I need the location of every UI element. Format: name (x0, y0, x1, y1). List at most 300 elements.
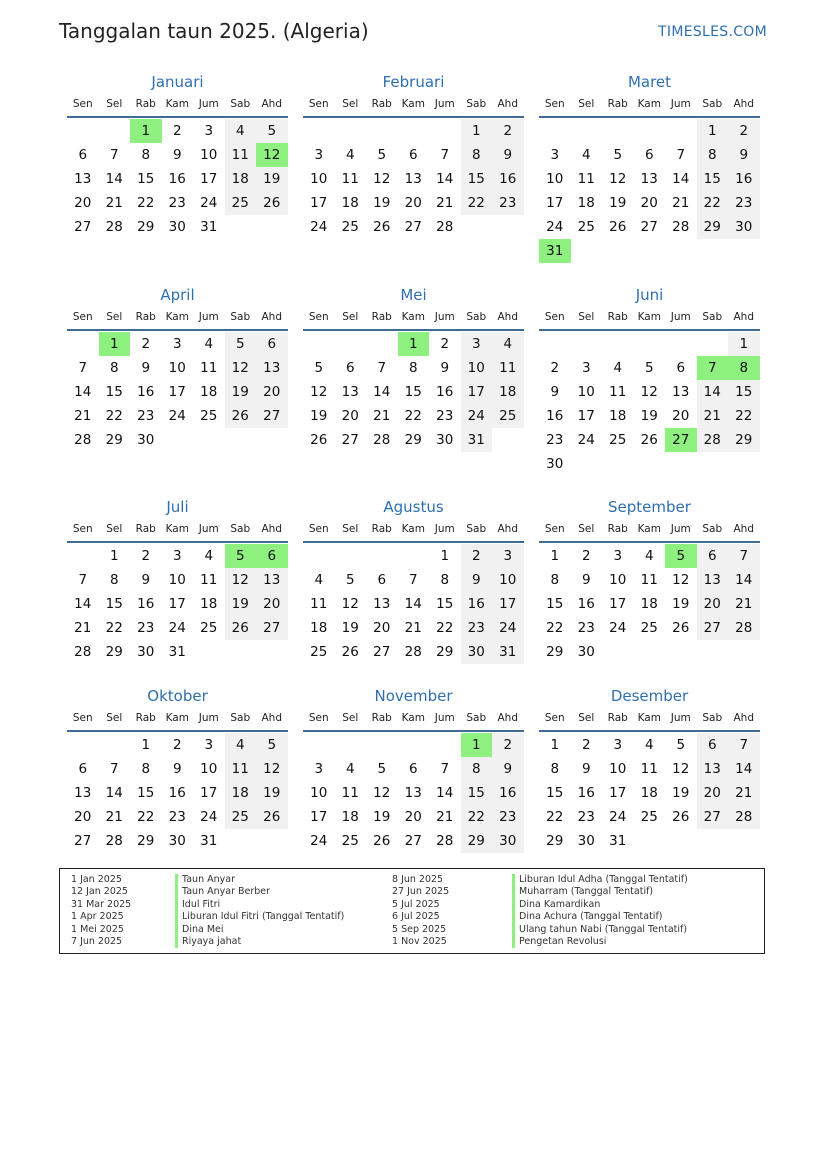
legend-names-right (512, 874, 688, 948)
day: 7 (78, 360, 88, 376)
empty-cell (67, 733, 99, 757)
day: 15 (436, 596, 454, 612)
day: 29 (436, 644, 454, 660)
day: 24 (609, 809, 627, 825)
day: 24 (609, 620, 627, 636)
day: 20 (404, 195, 422, 211)
month-september (539, 497, 760, 664)
month-mei (303, 285, 524, 452)
weekend-day: 6 (697, 733, 729, 757)
empty-cell (728, 239, 760, 263)
weekday-header (539, 307, 760, 327)
day: 24 (310, 219, 328, 235)
weekend-day: 8 (461, 143, 493, 167)
weekday-label: Sen (308, 98, 329, 110)
empty-cell (335, 332, 367, 356)
weekend-day: 13 (256, 356, 288, 380)
weekend-day: 23 (492, 191, 524, 215)
legend-dates-left (71, 874, 131, 948)
weekday-label: Sab (466, 523, 487, 535)
empty-cell (728, 640, 760, 664)
weekend-day: 29 (697, 215, 729, 239)
day: 3 (204, 123, 214, 139)
empty-cell (697, 332, 729, 356)
day: 22 (137, 809, 155, 825)
day: 28 (404, 644, 422, 660)
day: 12 (373, 171, 391, 187)
weekend-day: 4 (492, 332, 524, 356)
weekend-day: 16 (492, 781, 524, 805)
day: 9 (581, 761, 591, 777)
week-row (67, 119, 288, 143)
legend-names-left (175, 874, 344, 948)
weekend-day: 29 (728, 428, 760, 452)
weekday-label: Ahd (261, 98, 282, 110)
weekend-day: 22 (697, 191, 729, 215)
day: 10 (577, 384, 595, 400)
day: 16 (137, 596, 155, 612)
header-rule (303, 541, 524, 543)
day: 20 (74, 195, 92, 211)
header-rule (67, 541, 288, 543)
empty-cell (335, 119, 367, 143)
weekend-day: 5 (256, 733, 288, 757)
weekday-label: Ahd (497, 311, 518, 323)
weekday-label: Sel (342, 311, 359, 323)
empty-cell (539, 332, 571, 356)
day: 12 (672, 761, 690, 777)
day: 28 (74, 432, 92, 448)
month-title: Maret (627, 73, 672, 91)
weekend-day: 2 (728, 119, 760, 143)
legend-holiday-name: Dina Mei (175, 924, 344, 936)
day: 9 (141, 360, 151, 376)
day: 26 (373, 833, 391, 849)
day: 26 (672, 809, 690, 825)
weekend-day: 22 (461, 805, 493, 829)
day: 19 (672, 596, 690, 612)
weekend-day: 13 (697, 568, 729, 592)
brand-link[interactable]: TIMESLES.COM (658, 24, 767, 40)
day: 31 (168, 644, 186, 660)
weekend-day: 30 (461, 640, 493, 664)
day: 28 (436, 833, 454, 849)
week-row (539, 640, 760, 664)
weekend-day: 16 (461, 592, 493, 616)
day: 12 (672, 572, 690, 588)
week-row (539, 757, 760, 781)
weekday-label: Jum (434, 712, 455, 724)
legend-date: 31 Mar 2025 (71, 898, 132, 910)
legend-dates-right (392, 874, 449, 948)
weekday-label: Rab (607, 712, 628, 724)
day: 18 (640, 785, 658, 801)
day: 29 (105, 644, 123, 660)
day: 2 (550, 360, 560, 376)
day: 7 (676, 147, 686, 163)
weekday-label: Ahd (497, 712, 518, 724)
day: 19 (373, 195, 391, 211)
weekday-label: Rab (607, 311, 628, 323)
weekend-day: 24 (492, 616, 524, 640)
weekday-label: Ahd (733, 712, 754, 724)
weekend-day: 23 (461, 616, 493, 640)
day: 7 (377, 360, 387, 376)
week-row (67, 805, 288, 829)
day: 21 (105, 195, 123, 211)
weekday-label: Sel (342, 98, 359, 110)
day: 21 (404, 620, 422, 636)
weekend-day: 11 (225, 757, 257, 781)
day: 14 (105, 171, 123, 187)
month-juli (67, 497, 288, 664)
legend-holiday-name: Liburan Idul Fitri (Tanggal Tentatif) (175, 911, 344, 923)
holiday-day: 1 (398, 332, 430, 356)
legend-date: 1 Mei 2025 (71, 923, 124, 935)
day: 19 (373, 809, 391, 825)
empty-cell (697, 829, 729, 853)
weekday-label: Kam (165, 712, 189, 724)
day: 28 (373, 432, 391, 448)
day: 5 (676, 737, 686, 753)
day: 8 (109, 572, 119, 588)
day: 10 (546, 171, 564, 187)
day: 30 (577, 833, 595, 849)
weekend-day: 1 (697, 119, 729, 143)
week-row (539, 544, 760, 568)
empty-cell (366, 332, 398, 356)
week-row (303, 119, 524, 143)
day: 20 (373, 620, 391, 636)
day: 2 (172, 123, 182, 139)
week-row (303, 805, 524, 829)
week-row (67, 404, 288, 428)
weekend-day: 14 (728, 568, 760, 592)
day: 27 (404, 833, 422, 849)
day: 9 (141, 572, 151, 588)
empty-cell (634, 119, 666, 143)
week-row (67, 757, 288, 781)
header-rule (67, 730, 288, 732)
weekend-day: 17 (492, 592, 524, 616)
header-rule (303, 329, 524, 331)
weekend-day: 18 (225, 781, 257, 805)
weekend-day: 21 (728, 781, 760, 805)
weekend-day: 20 (256, 592, 288, 616)
weekday-label: Sab (702, 523, 723, 535)
day: 25 (640, 620, 658, 636)
weekday-label: Jum (670, 98, 691, 110)
week-row (539, 404, 760, 428)
day: 7 (78, 572, 88, 588)
day: 22 (137, 195, 155, 211)
legend-date: 5 Jul 2025 (392, 898, 440, 910)
week-row (67, 356, 288, 380)
weekday-label: Sab (230, 98, 251, 110)
day: 17 (546, 195, 564, 211)
weekend-day: 10 (461, 356, 493, 380)
weekend-day: 25 (492, 404, 524, 428)
week-row (539, 733, 760, 757)
weekend-day: 21 (728, 592, 760, 616)
holiday-day: 8 (728, 356, 760, 380)
weekday-label: Sel (106, 98, 123, 110)
day: 22 (105, 620, 123, 636)
day: 23 (546, 432, 564, 448)
weekend-day: 26 (256, 805, 288, 829)
empty-cell (665, 829, 697, 853)
day: 30 (168, 833, 186, 849)
page-title: Tanggalan taun 2025. (Algeria) (59, 19, 369, 43)
empty-cell (571, 119, 603, 143)
day: 3 (314, 147, 324, 163)
legend-date: 7 Jun 2025 (71, 935, 123, 947)
week-row (303, 428, 524, 452)
weekday-label: Sab (466, 712, 487, 724)
day: 7 (440, 147, 450, 163)
legend-date: 1 Nov 2025 (392, 935, 447, 947)
weekday-header (67, 519, 288, 539)
weekday-label: Sab (702, 311, 723, 323)
weekend-day: 9 (492, 757, 524, 781)
day: 26 (672, 620, 690, 636)
holiday-day: 5 (225, 544, 257, 568)
legend-date: 8 Jun 2025 (392, 874, 444, 885)
weekday-label: Kam (165, 311, 189, 323)
day: 10 (168, 572, 186, 588)
legend-date: 27 Jun 2025 (392, 886, 450, 898)
day: 27 (640, 219, 658, 235)
day: 22 (105, 408, 123, 424)
weekday-label: Sab (230, 311, 251, 323)
empty-cell (67, 332, 99, 356)
day: 6 (644, 147, 654, 163)
day: 30 (546, 456, 564, 472)
day: 23 (168, 809, 186, 825)
week-row (303, 143, 524, 167)
weekend-day: 25 (225, 805, 257, 829)
week-row (67, 829, 288, 853)
legend-holiday-name: Dina Achura (Tanggal Tentatif) (512, 911, 688, 923)
day: 24 (310, 833, 328, 849)
header-rule (539, 730, 760, 732)
weekend-day: 12 (225, 356, 257, 380)
day: 27 (74, 833, 92, 849)
weekday-label: Kam (401, 523, 425, 535)
day: 6 (345, 360, 355, 376)
weekend-day: 28 (728, 805, 760, 829)
day: 30 (137, 432, 155, 448)
weekday-label: Sab (230, 523, 251, 535)
weekday-label: Sel (578, 311, 595, 323)
day: 20 (74, 809, 92, 825)
weekend-day: 23 (728, 191, 760, 215)
day: 31 (200, 219, 218, 235)
weekend-day: 27 (697, 616, 729, 640)
day: 14 (404, 596, 422, 612)
weekday-header (539, 519, 760, 539)
day: 15 (105, 596, 123, 612)
day: 8 (109, 360, 119, 376)
day: 8 (550, 761, 560, 777)
day: 19 (341, 620, 359, 636)
holiday-legend (59, 868, 765, 954)
weekend-day: 25 (225, 191, 257, 215)
empty-cell (335, 733, 367, 757)
empty-cell (602, 452, 634, 476)
weekday-label: Sab (466, 98, 487, 110)
empty-cell (571, 239, 603, 263)
week-row (67, 380, 288, 404)
day: 7 (109, 147, 119, 163)
weekday-label: Sen (72, 523, 93, 535)
week-row (303, 191, 524, 215)
day: 26 (640, 432, 658, 448)
legend-date: 1 Jan 2025 (71, 874, 122, 885)
weekend-day: 20 (256, 380, 288, 404)
weekday-label: Sen (544, 712, 565, 724)
day: 2 (581, 548, 591, 564)
day: 29 (105, 432, 123, 448)
day: 4 (314, 572, 324, 588)
day: 18 (200, 384, 218, 400)
day: 19 (310, 408, 328, 424)
week-row (539, 380, 760, 404)
day: 13 (373, 596, 391, 612)
weekend-day: 4 (225, 119, 257, 143)
weekday-label: Jum (198, 311, 219, 323)
day: 1 (440, 548, 450, 564)
day: 1 (550, 737, 560, 753)
day: 26 (341, 644, 359, 660)
weekend-day: 2 (492, 733, 524, 757)
empty-cell (303, 544, 335, 568)
weekend-day: 17 (461, 380, 493, 404)
day: 15 (105, 384, 123, 400)
empty-cell (665, 119, 697, 143)
weekday-label: Sel (578, 98, 595, 110)
header-rule (539, 116, 760, 118)
week-row (539, 592, 760, 616)
day: 17 (577, 408, 595, 424)
day: 17 (609, 785, 627, 801)
week-row (539, 428, 760, 452)
day: 25 (577, 219, 595, 235)
empty-cell (728, 829, 760, 853)
month-juni (539, 285, 760, 476)
empty-cell (492, 215, 524, 239)
day: 11 (200, 572, 218, 588)
header-rule (67, 116, 288, 118)
day: 15 (546, 596, 564, 612)
week-row (539, 805, 760, 829)
weekend-day: 10 (492, 568, 524, 592)
day: 16 (577, 785, 595, 801)
weekend-day: 8 (461, 757, 493, 781)
weekend-day: 22 (461, 191, 493, 215)
day: 8 (550, 572, 560, 588)
empty-cell (665, 640, 697, 664)
header-rule (67, 329, 288, 331)
day: 29 (137, 833, 155, 849)
day: 23 (137, 408, 155, 424)
day: 16 (436, 384, 454, 400)
weekday-label: Ahd (497, 98, 518, 110)
day: 13 (404, 785, 422, 801)
weekend-day: 20 (697, 781, 729, 805)
legend-holiday-name: Riyaya jahat (175, 936, 344, 948)
holiday-day: 27 (665, 428, 697, 452)
weekday-header (67, 708, 288, 728)
week-row (539, 452, 760, 476)
weekday-label: Ahd (261, 523, 282, 535)
day: 8 (141, 761, 151, 777)
day: 4 (204, 548, 214, 564)
day: 16 (168, 171, 186, 187)
weekend-day: 19 (225, 592, 257, 616)
weekday-label: Sen (544, 98, 565, 110)
week-row (303, 829, 524, 853)
legend-holiday-name: Idul Fitri (175, 899, 344, 911)
day: 13 (672, 384, 690, 400)
day: 29 (546, 644, 564, 660)
day: 6 (676, 360, 686, 376)
weekend-day: 7 (728, 733, 760, 757)
empty-cell (429, 119, 461, 143)
weekday-label: Rab (135, 523, 156, 535)
day: 9 (172, 761, 182, 777)
day: 1 (141, 737, 151, 753)
empty-cell (225, 640, 257, 664)
legend-date: 5 Sep 2025 (392, 923, 447, 935)
weekend-day: 6 (256, 332, 288, 356)
day: 6 (78, 761, 88, 777)
week-row (303, 356, 524, 380)
empty-cell (193, 640, 225, 664)
day: 20 (640, 195, 658, 211)
week-row (303, 757, 524, 781)
weekend-day: 19 (256, 781, 288, 805)
week-row (303, 592, 524, 616)
week-row (303, 167, 524, 191)
day: 17 (200, 171, 218, 187)
day: 8 (408, 360, 418, 376)
day: 25 (640, 809, 658, 825)
day: 3 (613, 737, 623, 753)
day: 24 (200, 195, 218, 211)
week-row (539, 332, 760, 356)
weekday-label: Sab (466, 311, 487, 323)
day: 10 (310, 785, 328, 801)
weekend-day: 18 (225, 167, 257, 191)
day: 14 (373, 384, 391, 400)
day: 3 (613, 548, 623, 564)
weekday-label: Jum (434, 98, 455, 110)
weekend-day: 27 (256, 404, 288, 428)
weekday-label: Jum (670, 311, 691, 323)
day: 4 (644, 548, 654, 564)
weekend-day: 8 (697, 143, 729, 167)
weekday-header (67, 94, 288, 114)
day: 10 (609, 572, 627, 588)
month-title: April (160, 286, 195, 304)
day: 14 (436, 785, 454, 801)
weekend-day: 9 (461, 568, 493, 592)
holiday-day: 7 (697, 356, 729, 380)
day: 21 (74, 408, 92, 424)
month-desember (539, 686, 760, 853)
weekday-label: Rab (371, 98, 392, 110)
